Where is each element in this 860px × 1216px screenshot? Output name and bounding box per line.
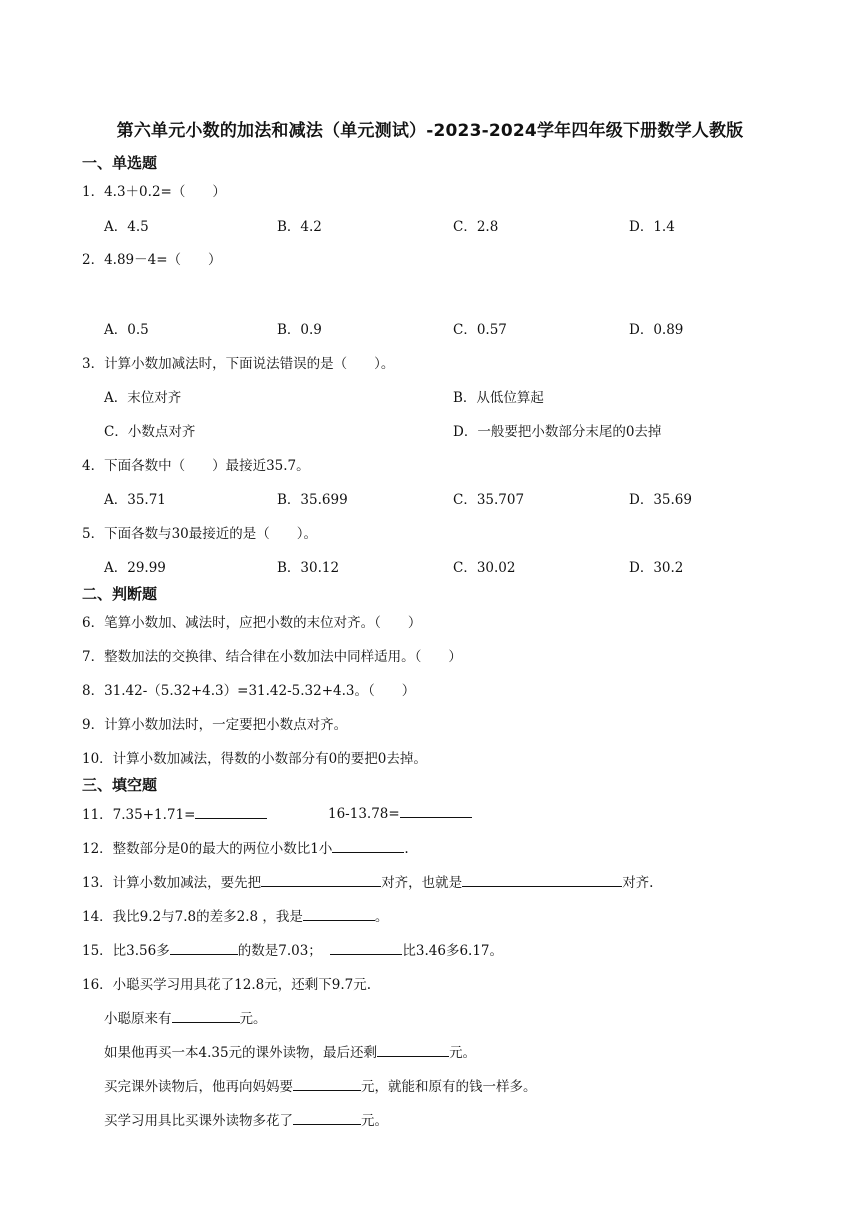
q15-part2: 的数是7.03； <box>237 943 322 959</box>
question-13 <box>82 871 653 891</box>
answer-blank[interactable] <box>172 1008 240 1023</box>
q12-part1: 12．整数部分是0的最大的两位小数比1小 <box>82 841 333 857</box>
question-16-line-2 <box>104 1041 476 1061</box>
q16-l3-text: 买完课外读物后，他再向妈妈要 <box>104 1079 293 1095</box>
q13-part3: 对齐. <box>622 875 654 891</box>
question-11-second <box>328 803 472 822</box>
question-1-stem: 1．4.3＋0.2=（ ） <box>82 184 226 200</box>
answer-blank[interactable] <box>332 838 404 853</box>
q16-l4-unit: 元。 <box>361 1113 388 1129</box>
question-16-stem: 16．小聪买学习用具花了12.8元，还剩下9.7元. <box>82 977 371 993</box>
q2-option-a: A．0.5 <box>104 322 149 338</box>
question-16-line-4 <box>104 1109 388 1129</box>
answer-blank[interactable] <box>400 803 472 818</box>
q14-part2: 。 <box>374 909 389 925</box>
question-16-line-1 <box>104 1007 267 1027</box>
q5-option-d: D．30.2 <box>629 560 684 576</box>
answer-blank[interactable] <box>330 940 402 955</box>
q16-l3-tail: 元，就能和原有的钱一样多。 <box>361 1079 537 1095</box>
answer-blank[interactable] <box>261 872 381 887</box>
question-9: 9．计算小数加法时，一定要把小数点对齐。 <box>82 717 348 733</box>
q5-option-c: C．30.02 <box>453 560 516 576</box>
q15-part3: 比3.46多6.17。 <box>402 943 504 959</box>
q1-option-b: B．4.2 <box>277 219 322 235</box>
page-title: 第六单元小数的加法和减法（单元测试）-2023-2024学年四年级下册数学人教版 <box>116 121 744 141</box>
q1-option-d: D．1.4 <box>629 219 675 235</box>
answer-blank[interactable] <box>377 1042 449 1057</box>
q16-l1-text: 小聪原来有 <box>104 1011 172 1027</box>
question-16-line-3 <box>104 1075 537 1095</box>
q4-option-b: B．35.699 <box>277 492 348 508</box>
question-7: 7．整数加法的交换律、结合律在小数加法中同样适用。（ ） <box>82 649 462 665</box>
q11-part1: 11．7.35+1.71= <box>82 807 196 823</box>
q16-l2-text: 如果他再买一本4.35元的课外读物，最后还剩 <box>104 1045 378 1061</box>
answer-blank[interactable] <box>462 872 622 887</box>
answer-blank[interactable] <box>195 804 267 819</box>
q16-l2-unit: 元。 <box>449 1045 477 1061</box>
answer-blank[interactable] <box>303 906 375 921</box>
section-heading-fill-blank: 三、填空题 <box>82 776 158 794</box>
question-4-stem: 4．下面各数中（ ）最接近35.7。 <box>82 458 310 474</box>
q4-option-d: D．35.69 <box>629 492 692 508</box>
q11-part2: 16-13.78= <box>328 806 400 822</box>
q5-option-a: A．29.99 <box>104 560 166 576</box>
question-5-stem: 5．下面各数与30最接近的是（ ）。 <box>82 526 318 542</box>
q1-option-c: C．2.8 <box>453 219 499 235</box>
q5-option-b: B．30.12 <box>277 560 340 576</box>
q2-option-c: C．0.57 <box>453 322 507 338</box>
section-heading-single-choice: 一、单选题 <box>82 154 158 172</box>
q1-option-a: A．4.5 <box>104 219 149 235</box>
q4-option-c: C．35.707 <box>453 492 525 508</box>
section-heading-true-false: 二、判断题 <box>82 585 158 603</box>
question-6: 6．笔算小数加、减法时，应把小数的末位对齐。（ ） <box>82 615 422 631</box>
q16-l1-unit: 元。 <box>239 1011 267 1027</box>
q12-part2: . <box>404 841 409 857</box>
question-11 <box>82 803 267 823</box>
q13-part1: 13．计算小数加减法，要先把 <box>82 875 262 891</box>
answer-blank[interactable] <box>170 940 238 955</box>
question-2-stem: 2．4.89－4=（ ） <box>82 252 222 268</box>
q3-option-c: C．小数点对齐 <box>104 424 196 440</box>
q2-option-b: B．0.9 <box>277 322 322 338</box>
question-15 <box>82 939 503 959</box>
q3-option-b: B．从低位算起 <box>453 390 544 406</box>
question-14 <box>82 905 388 925</box>
q2-option-d: D．0.89 <box>629 322 684 338</box>
question-10: 10．计算小数加减法，得数的小数部分有0的要把0去掉。 <box>82 751 427 767</box>
answer-blank[interactable] <box>293 1110 361 1125</box>
q4-option-a: A．35.71 <box>104 492 166 508</box>
answer-blank[interactable] <box>293 1076 361 1091</box>
q3-option-a: A．末位对齐 <box>104 390 182 406</box>
question-12 <box>82 837 409 857</box>
q15-part1: 15．比3.56多 <box>82 943 170 959</box>
question-3-stem: 3．计算小数加减法时，下面说法错误的是（ ）。 <box>82 356 395 372</box>
q16-l4-text: 买学习用具比买课外读物多花了 <box>104 1113 293 1129</box>
q3-option-d: D．一般要把小数部分末尾的0去掉 <box>453 424 662 440</box>
question-8: 8．31.42-（5.32+4.3）=31.42-5.32+4.3。（ ） <box>82 683 416 699</box>
q13-part2: 对齐，也就是 <box>381 875 463 891</box>
q14-part1: 14．我比9.2与7.8的差多2.8 ，我是 <box>82 909 303 925</box>
